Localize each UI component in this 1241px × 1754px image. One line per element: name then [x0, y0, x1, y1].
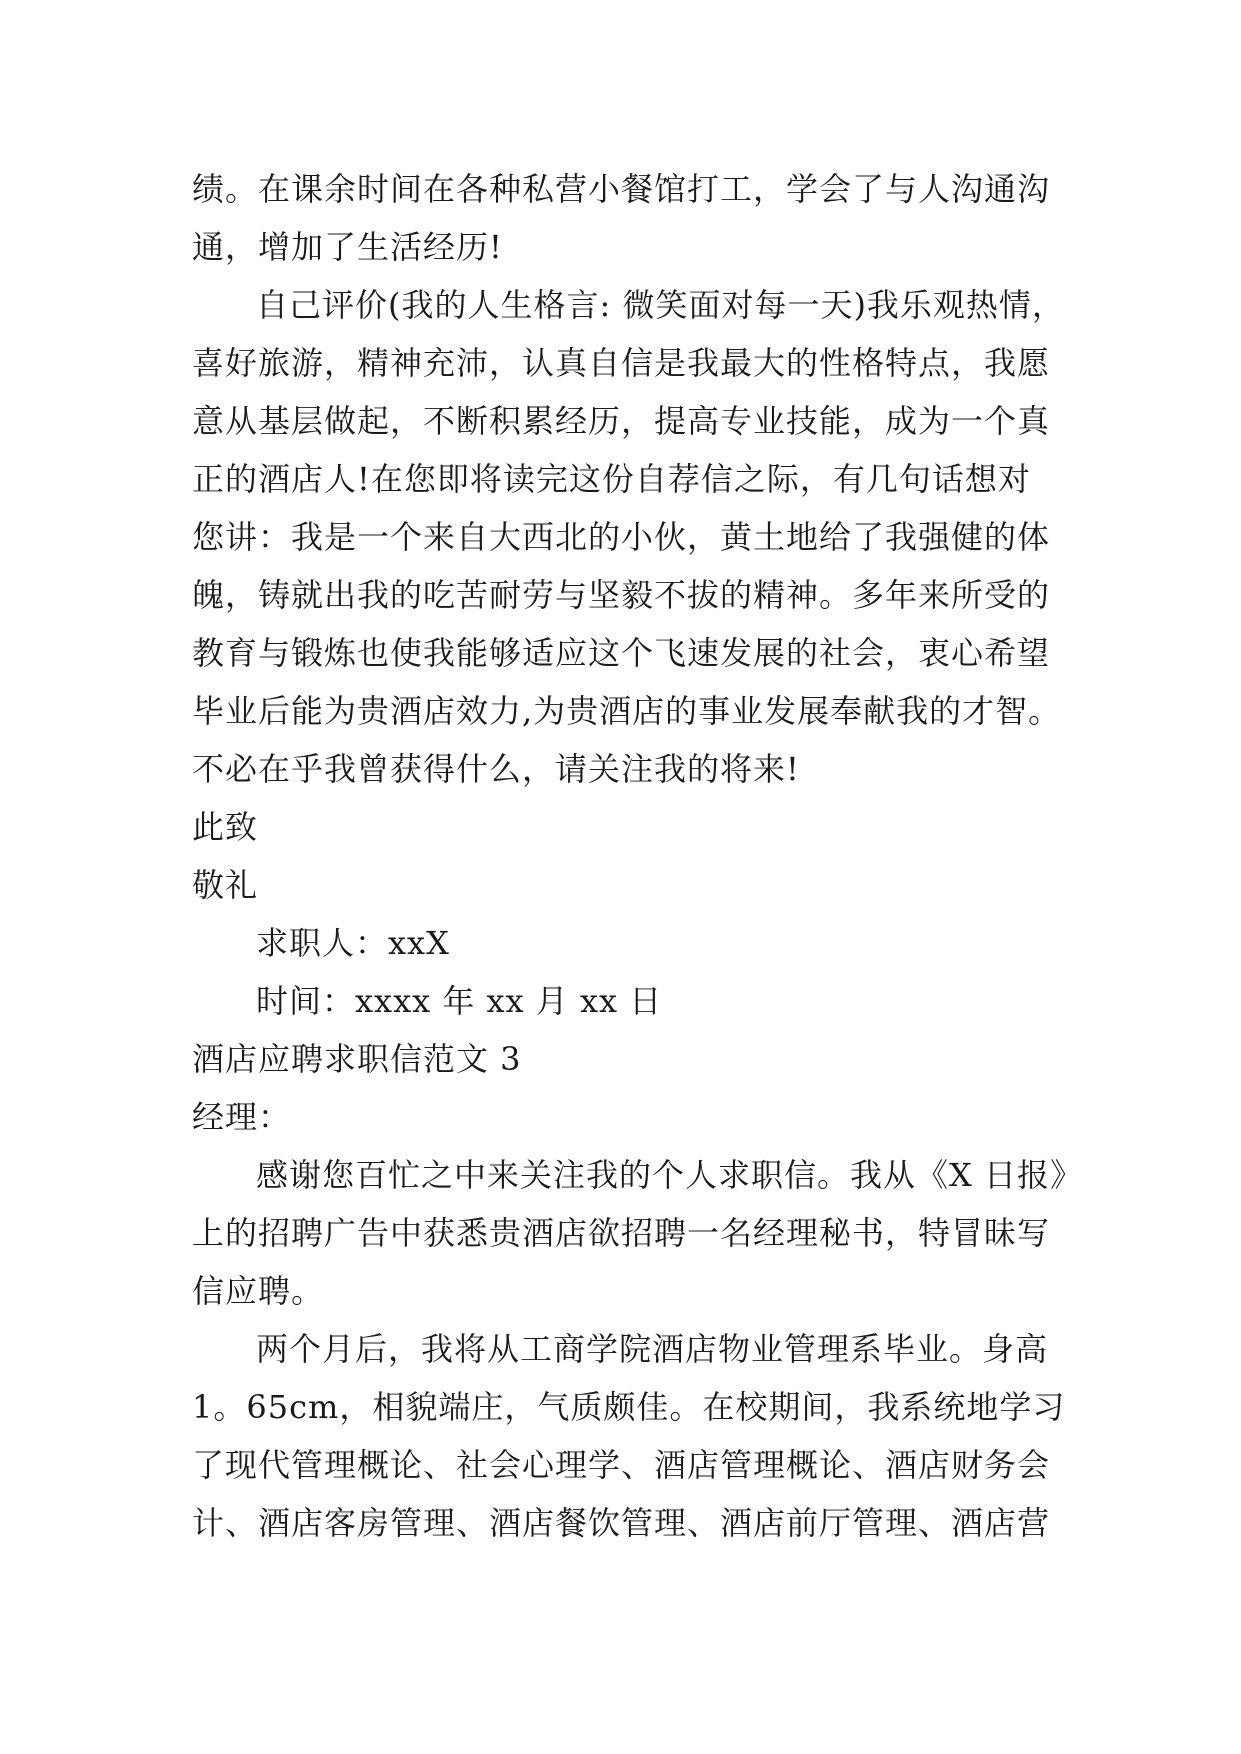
- text-line: 毕业后能为贵酒店效力,为贵酒店的事业发展奉献我的才智。: [192, 692, 1062, 730]
- text-line: 1。65cm，相貌端庄，气质颇佳。在校期间，我系统地学习: [192, 1388, 1066, 1426]
- text-line: 意从基层做起，不断积累经历，提高专业技能，成为一个真: [192, 402, 1051, 440]
- text-line: 喜好旅游，精神充沛，认真自信是我最大的性格特点，我愿: [192, 344, 1051, 382]
- text-line: 您讲：我是一个来自大西北的小伙，黄土地给了我强健的体: [192, 518, 1051, 556]
- document-body: [192, 160, 1083, 1552]
- text-line: 信应聘。: [192, 1272, 325, 1310]
- signature-line: 求职人：xxX: [256, 924, 450, 962]
- text-line: 不必在乎我曾获得什么，请关注我的将来!: [192, 750, 800, 788]
- salutation-line: 此致: [192, 808, 259, 846]
- section-title: 酒店应聘求职信范文 3: [192, 1040, 522, 1078]
- addressee-line: 经理：: [192, 1098, 292, 1136]
- text-line: 两个月后，我将从工商学院酒店物业管理系毕业。身高: [256, 1330, 1049, 1368]
- date-line: 时间：xxxx 年 xx 月 xx 日: [256, 982, 663, 1020]
- text-line: 魄，铸就出我的吃苦耐劳与坚毅不拔的精神。多年来所受的: [192, 576, 1051, 614]
- text-line: 绩。在课余时间在各种私营小餐馆打工，学会了与人沟通沟: [192, 170, 1051, 208]
- text-line: 上的招聘广告中获悉贵酒店欲招聘一名经理秘书，特冒昧写: [192, 1214, 1051, 1252]
- text-line: 正的酒店人!在您即将读完这份自荐信之际，有几句话想对: [192, 460, 1031, 498]
- text-line: 通，增加了生活经历!: [192, 228, 503, 266]
- text-line: 计、酒店客房管理、酒店餐饮管理、酒店前厅管理、酒店营: [192, 1504, 1051, 1542]
- text-line: 感谢您百忙之中来关注我的个人求职信。我从《X 日报》: [256, 1156, 1083, 1194]
- salutation-line: 敬礼: [192, 866, 259, 904]
- text-line: 教育与锻炼也使我能够适应这个飞速发展的社会，衷心希望: [192, 634, 1051, 672]
- text-line: 自己评价(我的人生格言: 微笑面对每一天)我乐观热情，: [256, 286, 1065, 324]
- text-line: 了现代管理概论、社会心理学、酒店管理概论、酒店财务会: [192, 1446, 1051, 1484]
